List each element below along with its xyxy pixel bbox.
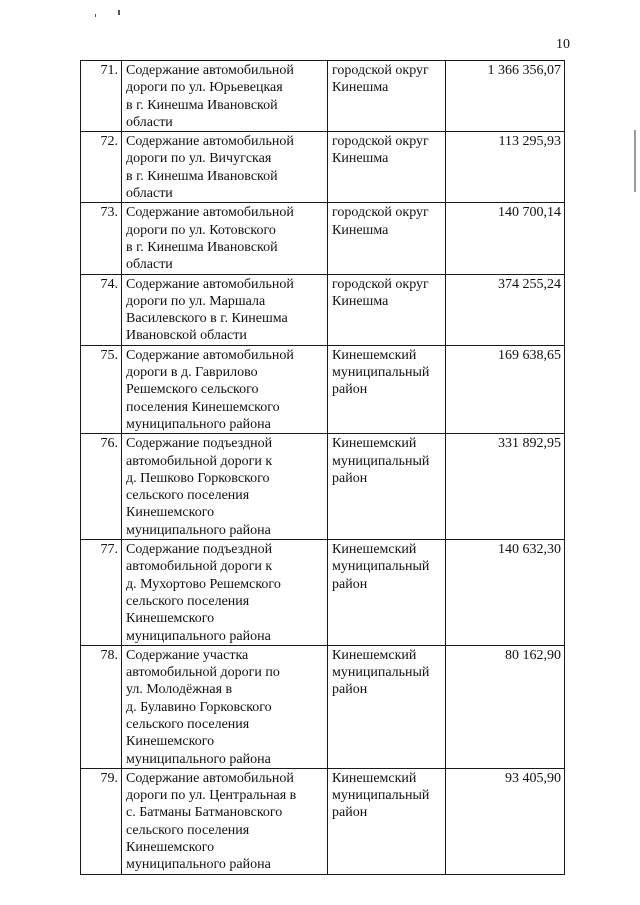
description-line: дороги по ул. Юрьевецкая — [126, 80, 283, 96]
description-line: муниципального района — [126, 628, 271, 644]
municipality — [328, 132, 446, 203]
municipality-line: район — [332, 682, 368, 698]
description-line: Содержание автомобильной — [126, 63, 294, 78]
municipality — [328, 540, 446, 646]
road-description — [122, 645, 328, 768]
amount: 169 638,65 — [446, 345, 565, 433]
road-description — [122, 132, 328, 203]
municipality-line: Кинешма — [332, 151, 389, 167]
municipality-line: муниципальный — [332, 559, 430, 575]
description-line: Содержание автомобильной — [126, 134, 294, 150]
amount: 113 295,93 — [446, 132, 565, 203]
municipality-line: район — [332, 805, 368, 821]
table-body — [81, 61, 565, 875]
description-line: дороги по ул. Вичугская — [126, 151, 272, 167]
description-line: Содержание участка — [126, 647, 249, 663]
description-line: Содержание подъездной — [126, 436, 273, 452]
road-description — [122, 345, 328, 433]
row-number: 75. — [81, 345, 122, 433]
municipality — [328, 274, 446, 345]
description-line: сельского поселения — [126, 716, 250, 732]
description-line: Содержание автомобильной — [126, 276, 294, 292]
description-line: области — [126, 114, 173, 130]
description-line: с. Батманы Батмановского — [126, 805, 283, 821]
description-line: ул. Молодёжная в — [126, 682, 233, 698]
description-line: Содержание автомобильной — [126, 770, 294, 786]
description-line: Кинешемского — [126, 611, 215, 627]
description-line: дороги по ул. Центральная в — [126, 788, 297, 804]
description-line: муниципального района — [126, 857, 271, 873]
description-line: Решемского сельского — [126, 382, 259, 398]
description-line: Ивановской области — [126, 328, 247, 344]
amount: 140 632,30 — [446, 540, 565, 646]
description-line: области — [126, 257, 173, 273]
municipality — [328, 203, 446, 274]
description-line: Содержание подъездной — [126, 542, 273, 558]
description-line: автомобильной дороги к — [126, 559, 273, 575]
row-number: 79. — [81, 768, 122, 874]
municipality-line: Кинешемский — [332, 542, 417, 558]
amount: 93 405,90 — [446, 768, 565, 874]
municipality-line: городской округ — [332, 276, 429, 292]
scan-speck — [95, 14, 96, 17]
road-description — [122, 61, 328, 132]
description-line: д. Булавино Горковского — [126, 699, 272, 715]
description-line: в г. Кинешма Ивановской — [126, 168, 278, 184]
row-number: 73. — [81, 203, 122, 274]
road-description — [122, 434, 328, 540]
description-line: Кинешемского — [126, 840, 215, 856]
municipality-line: муниципальный — [332, 365, 430, 381]
description-line: Содержание автомобильной — [126, 347, 294, 363]
description-line: муниципального района — [126, 751, 271, 767]
description-line: сельского поселения — [126, 593, 250, 609]
municipality-line: муниципальный — [332, 453, 430, 469]
table-row — [81, 61, 565, 132]
amount: 374 255,24 — [446, 274, 565, 345]
road-description — [122, 274, 328, 345]
municipality-line: район — [332, 576, 368, 592]
municipality-line: муниципальный — [332, 665, 430, 681]
table-row — [81, 132, 565, 203]
description-line: дороги в д. Гаврилово — [126, 365, 258, 381]
page-number: 10 — [556, 37, 570, 52]
table-row — [81, 274, 565, 345]
municipality-line: Кинешемский — [332, 770, 417, 786]
table-row — [81, 768, 565, 874]
description-line: в г. Кинешма Ивановской — [126, 239, 278, 255]
description-line: сельского поселения — [126, 822, 250, 838]
description-line: автомобильной дороги по — [126, 665, 280, 681]
municipality — [328, 434, 446, 540]
row-number: 71. — [81, 61, 122, 132]
row-number: 77. — [81, 540, 122, 646]
amount: 331 892,95 — [446, 434, 565, 540]
municipality — [328, 768, 446, 874]
description-line: поселения Кинешемского — [126, 399, 280, 415]
table-row — [81, 345, 565, 433]
description-line: д. Пешково Горковского — [126, 470, 270, 486]
row-number: 78. — [81, 645, 122, 768]
description-line: автомобильной дороги к — [126, 453, 273, 469]
description-line: Василевского в г. Кинешма — [126, 311, 288, 327]
municipality-line: городской округ — [332, 63, 429, 78]
scan-speck — [118, 10, 120, 15]
description-line: дороги по ул. Маршала — [126, 293, 266, 309]
road-description — [122, 768, 328, 874]
road-description — [122, 203, 328, 274]
municipality-line: Кинешемский — [332, 647, 417, 663]
description-line: области — [126, 186, 173, 202]
municipality — [328, 345, 446, 433]
description-line: д. Мухортово Решемского — [126, 576, 281, 592]
municipality-line: Кинешемский — [332, 436, 417, 452]
description-line: муниципального района — [126, 416, 271, 432]
municipality-line: муниципальный — [332, 788, 430, 804]
scan-edge-mark — [634, 130, 636, 192]
municipality-line: Кинешма — [332, 80, 389, 96]
description-line: Содержание автомобильной — [126, 205, 294, 221]
municipality-line: городской округ — [332, 134, 429, 150]
description-line: сельского поселения — [126, 488, 250, 504]
description-line: Кинешемского — [126, 505, 215, 521]
municipality-line: район — [332, 382, 368, 398]
description-line: Кинешемского — [126, 734, 215, 750]
row-number: 74. — [81, 274, 122, 345]
description-line: в г. Кинешма Ивановской — [126, 97, 278, 113]
municipality — [328, 61, 446, 132]
table-row — [81, 645, 565, 768]
amount: 140 700,14 — [446, 203, 565, 274]
municipality-line: Кинешма — [332, 222, 389, 238]
table-row — [81, 203, 565, 274]
amount: 1 366 356,07 — [446, 61, 565, 132]
road-maintenance-table — [80, 60, 565, 875]
municipality-line: район — [332, 470, 368, 486]
row-number: 76. — [81, 434, 122, 540]
municipality-line: городской округ — [332, 205, 429, 221]
description-line: дороги по ул. Котовского — [126, 222, 276, 238]
table-row — [81, 540, 565, 646]
description-line: муниципального района — [126, 522, 271, 538]
amount: 80 162,90 — [446, 645, 565, 768]
row-number: 72. — [81, 132, 122, 203]
table-row — [81, 434, 565, 540]
municipality — [328, 645, 446, 768]
municipality-line: Кинешемский — [332, 347, 417, 363]
road-description — [122, 540, 328, 646]
municipality-line: Кинешма — [332, 293, 389, 309]
